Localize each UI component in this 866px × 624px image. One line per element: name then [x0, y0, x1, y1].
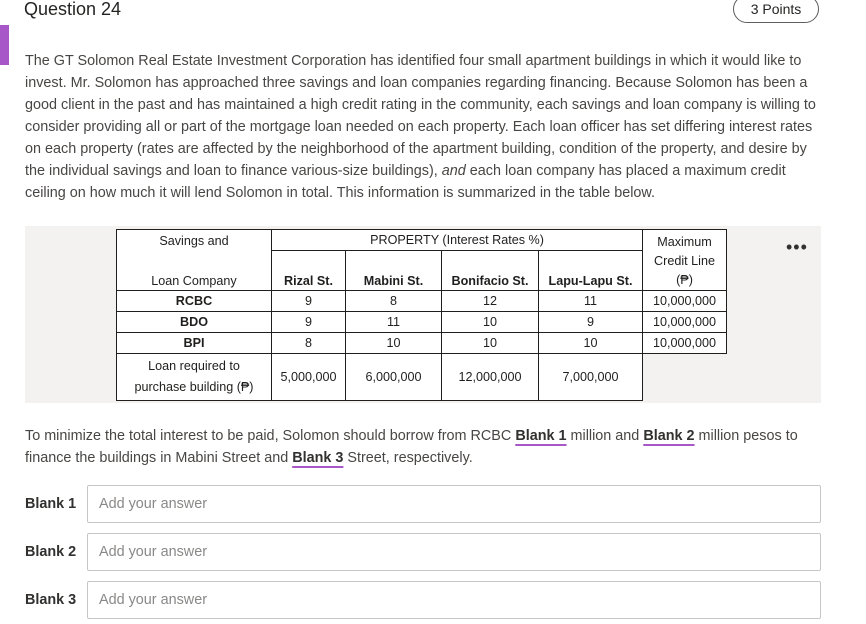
question-title: Question 24 [24, 0, 122, 19]
rate-cell: 10 [539, 333, 643, 354]
points-badge: 3 Points [733, 0, 819, 23]
rate-cell: 11 [346, 312, 442, 333]
blank-2-input[interactable] [87, 533, 821, 571]
column-header-lapu-lapu: Lapu-Lapu St. [539, 251, 643, 291]
active-question-indicator [0, 25, 9, 65]
prompt-part-2: million and [566, 428, 644, 444]
property-header: PROPERTY (Interest Rates %) [272, 230, 643, 251]
loan-value: 12,000,000 [442, 354, 539, 401]
blank-3-input[interactable] [87, 581, 821, 619]
blank-1-input[interactable] [87, 485, 821, 523]
empty-cell [643, 354, 727, 401]
loan-label-line2: purchase building (₱) [134, 380, 254, 394]
column-header-mabini: Mabini St. [346, 251, 442, 291]
prompt-part-3: million pesos to finance the buildings in Mabini Street and [25, 428, 798, 466]
rate-cell: 9 [539, 312, 643, 333]
credit-header-line1: Maximum [657, 235, 712, 249]
blank-3-reference: Blank 3 [292, 450, 344, 466]
loan-required-row [117, 354, 727, 401]
column-header-rizal: Rizal St. [272, 251, 346, 291]
rate-cell: 8 [346, 291, 442, 312]
blank-2-reference: Blank 2 [643, 428, 695, 444]
credit-header [643, 230, 727, 291]
blank-1-reference: Blank 1 [515, 428, 567, 444]
company-name: RCBC [117, 291, 272, 312]
company-header-line1: Savings and [159, 234, 229, 248]
credit-header-line3: (₱) [676, 273, 693, 287]
blank-1-label: Blank 1 [25, 496, 77, 512]
rate-cell: 10 [442, 333, 539, 354]
company-header [117, 230, 272, 291]
loan-required-label [117, 354, 272, 401]
loan-value: 5,000,000 [272, 354, 346, 401]
column-header-bonifacio: Bonifacio St. [442, 251, 539, 291]
table-row [117, 312, 727, 333]
company-name: BPI [117, 333, 272, 354]
credit-cell: 10,000,000 [643, 312, 727, 333]
description-emphasis: and [441, 163, 466, 179]
description-part-2: each loan company has placed a maximum credit ceiling on how much it will lend Solomon in total. This information is summarized in the table below. [25, 163, 786, 201]
blank-2-label: Blank 2 [25, 544, 77, 560]
company-header-line2: Loan Company [151, 274, 237, 288]
loan-value: 6,000,000 [346, 354, 442, 401]
blank-prompt [25, 425, 825, 469]
loan-label-line1: Loan required to [148, 359, 240, 373]
blank-3-row [25, 581, 821, 619]
credit-cell: 10,000,000 [643, 333, 727, 354]
blank-3-label: Blank 3 [25, 592, 77, 608]
rate-cell: 10 [346, 333, 442, 354]
rate-cell: 9 [272, 312, 346, 333]
prompt-part-4: Street, respectively. [343, 450, 473, 466]
rate-cell: 11 [539, 291, 643, 312]
question-description [25, 50, 825, 204]
table-row [117, 291, 727, 312]
table-row [117, 333, 727, 354]
loan-value: 7,000,000 [539, 354, 643, 401]
rate-cell: 8 [272, 333, 346, 354]
rate-cell: 12 [442, 291, 539, 312]
company-name: BDO [117, 312, 272, 333]
credit-header-line2: Credit Line [654, 254, 715, 268]
blank-1-row [25, 485, 821, 523]
credit-cell: 10,000,000 [643, 291, 727, 312]
prompt-part-1: To minimize the total interest to be paid, Solomon should borrow from RCBC [25, 428, 516, 444]
interest-rate-table [116, 229, 727, 401]
rate-cell: 9 [272, 291, 346, 312]
more-horizontal-icon[interactable]: ••• [786, 237, 808, 257]
blank-2-row [25, 533, 821, 571]
description-part-1: The GT Solomon Real Estate Investment Corporation has identified four small apartment buildings in which it would like to invest. Mr. Solomon has approached three savings and loan companies regarding financing. Because Solomon has been a good client in the past and has maintained a high credit rating in the community, each savings and loan company is willing to consider providing all or part of the mortgage loan needed on each property. Each loan officer has set differing interest rates on each property (rates are affected by the neighborhood of the apartment building, condition of the property, and desire by the individual savings and loan to finance various-size buildings), [25, 53, 816, 179]
rate-cell: 10 [442, 312, 539, 333]
